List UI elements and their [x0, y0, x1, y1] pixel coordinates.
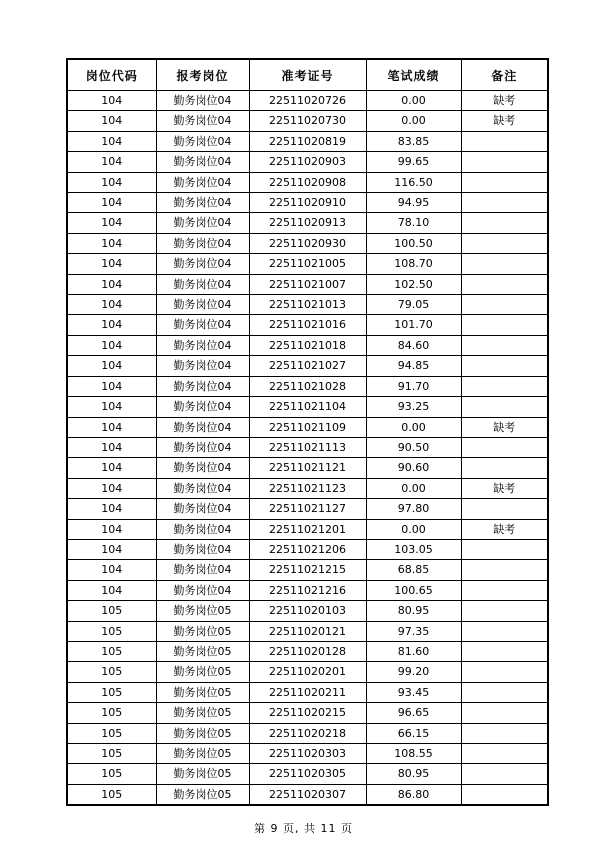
table-cell: 0.00	[366, 91, 461, 111]
table-cell: 22511021109	[249, 417, 366, 437]
table-cell: 104	[67, 417, 156, 437]
table-cell: 22511021201	[249, 519, 366, 539]
table-row	[67, 784, 548, 805]
table-row	[67, 172, 548, 192]
table-cell: 22511021016	[249, 315, 366, 335]
table-cell: 103.05	[366, 539, 461, 559]
table-cell: 勤务岗位04	[156, 233, 249, 253]
table-row	[67, 295, 548, 315]
table-cell: 22511020913	[249, 213, 366, 233]
table-cell: 22511020201	[249, 662, 366, 682]
score-table	[66, 58, 549, 806]
table-cell: 22511020103	[249, 601, 366, 621]
table-cell	[461, 213, 548, 233]
table-cell: 勤务岗位04	[156, 356, 249, 376]
table-cell: 68.85	[366, 560, 461, 580]
table-cell: 100.50	[366, 233, 461, 253]
table-cell: 缺考	[461, 111, 548, 131]
table-row	[67, 458, 548, 478]
table-cell: 22511020930	[249, 233, 366, 253]
header-row	[67, 59, 548, 91]
table-cell: 22511020903	[249, 152, 366, 172]
table-cell: 101.70	[366, 315, 461, 335]
table-cell: 97.35	[366, 621, 461, 641]
table-cell: 勤务岗位04	[156, 315, 249, 335]
table-cell: 勤务岗位04	[156, 417, 249, 437]
table-cell: 勤务岗位04	[156, 111, 249, 131]
table-cell: 22511021123	[249, 478, 366, 498]
table-cell: 22511020819	[249, 131, 366, 151]
table-cell: 94.85	[366, 356, 461, 376]
table-row	[67, 193, 548, 213]
table-cell: 104	[67, 274, 156, 294]
table-cell: 22511020215	[249, 703, 366, 723]
table-row	[67, 91, 548, 111]
table-cell: 勤务岗位05	[156, 723, 249, 743]
table-cell	[461, 641, 548, 661]
table-cell: 22511020303	[249, 744, 366, 764]
table-cell: 80.95	[366, 764, 461, 784]
table-cell: 91.70	[366, 376, 461, 396]
table-cell: 缺考	[461, 519, 548, 539]
table-row	[67, 499, 548, 519]
table-row	[67, 580, 548, 600]
table-cell	[461, 621, 548, 641]
table-cell: 93.25	[366, 397, 461, 417]
table-cell: 79.05	[366, 295, 461, 315]
table-cell	[461, 152, 548, 172]
table-cell	[461, 764, 548, 784]
table-cell: 104	[67, 131, 156, 151]
table-cell: 105	[67, 723, 156, 743]
table-cell: 勤务岗位05	[156, 641, 249, 661]
table-row	[67, 315, 548, 335]
table-cell: 104	[67, 254, 156, 274]
table-cell: 0.00	[366, 111, 461, 131]
table-cell: 116.50	[366, 172, 461, 192]
table-cell: 105	[67, 703, 156, 723]
table-cell: 勤务岗位05	[156, 784, 249, 805]
table-cell: 104	[67, 91, 156, 111]
table-row	[67, 152, 548, 172]
table-cell: 104	[67, 213, 156, 233]
table-cell: 22511021018	[249, 335, 366, 355]
table-cell: 100.65	[366, 580, 461, 600]
table-body	[67, 91, 548, 806]
table-cell: 勤务岗位04	[156, 397, 249, 417]
table-cell: 99.65	[366, 152, 461, 172]
table-cell: 104	[67, 111, 156, 131]
table-row	[67, 376, 548, 396]
table-cell: 22511021215	[249, 560, 366, 580]
table-cell: 104	[67, 233, 156, 253]
table-cell: 105	[67, 784, 156, 805]
table-cell: 105	[67, 601, 156, 621]
table-row	[67, 723, 548, 743]
table-cell: 104	[67, 335, 156, 355]
table-cell	[461, 682, 548, 702]
table-row	[67, 111, 548, 131]
table-cell: 105	[67, 662, 156, 682]
table-cell: 104	[67, 193, 156, 213]
table-cell: 86.80	[366, 784, 461, 805]
table-cell: 97.80	[366, 499, 461, 519]
table-cell	[461, 784, 548, 805]
table-row	[67, 356, 548, 376]
table-cell: 108.55	[366, 744, 461, 764]
table-cell: 105	[67, 641, 156, 661]
table-cell: 105	[67, 764, 156, 784]
table-cell	[461, 499, 548, 519]
table-cell: 104	[67, 458, 156, 478]
table-cell: 0.00	[366, 417, 461, 437]
column-header: 准考证号	[249, 59, 366, 91]
table-row	[67, 703, 548, 723]
table-cell: 勤务岗位04	[156, 539, 249, 559]
table-cell: 104	[67, 172, 156, 192]
table-cell: 22511020305	[249, 764, 366, 784]
table-cell: 勤务岗位05	[156, 682, 249, 702]
table-cell: 勤务岗位04	[156, 152, 249, 172]
table-cell: 94.95	[366, 193, 461, 213]
table-cell: 勤务岗位04	[156, 335, 249, 355]
table-cell: 22511020121	[249, 621, 366, 641]
table-cell: 22511021216	[249, 580, 366, 600]
table-row	[67, 213, 548, 233]
table-cell: 勤务岗位05	[156, 601, 249, 621]
table-cell	[461, 254, 548, 274]
table-cell: 96.65	[366, 703, 461, 723]
table-cell	[461, 356, 548, 376]
table-cell	[461, 172, 548, 192]
table-row	[67, 560, 548, 580]
table-cell: 勤务岗位05	[156, 662, 249, 682]
table-cell: 22511020218	[249, 723, 366, 743]
table-cell: 22511021005	[249, 254, 366, 274]
table-cell: 缺考	[461, 91, 548, 111]
table-row	[67, 621, 548, 641]
table-row	[67, 682, 548, 702]
column-header: 备注	[461, 59, 548, 91]
table-cell: 22511020128	[249, 641, 366, 661]
table-cell: 22511020910	[249, 193, 366, 213]
table-cell: 105	[67, 621, 156, 641]
table-cell	[461, 274, 548, 294]
table-cell	[461, 539, 548, 559]
table-cell: 104	[67, 397, 156, 417]
table-cell: 78.10	[366, 213, 461, 233]
table-cell	[461, 131, 548, 151]
table-cell: 勤务岗位04	[156, 131, 249, 151]
table-cell: 108.70	[366, 254, 461, 274]
table-cell: 104	[67, 539, 156, 559]
table-cell	[461, 376, 548, 396]
table-cell: 勤务岗位04	[156, 172, 249, 192]
table-cell: 22511021127	[249, 499, 366, 519]
table-cell: 22511020211	[249, 682, 366, 702]
table-cell	[461, 580, 548, 600]
table-cell	[461, 233, 548, 253]
table-cell	[461, 560, 548, 580]
table-cell: 80.95	[366, 601, 461, 621]
table-cell: 104	[67, 499, 156, 519]
table-cell: 99.20	[366, 662, 461, 682]
table-cell: 勤务岗位04	[156, 376, 249, 396]
table-cell: 勤务岗位04	[156, 213, 249, 233]
table-row	[67, 662, 548, 682]
table-row	[67, 478, 548, 498]
table-cell: 22511021121	[249, 458, 366, 478]
page-number-footer: 第 9 页, 共 11 页	[254, 822, 353, 835]
table-row	[67, 539, 548, 559]
table-cell: 勤务岗位04	[156, 295, 249, 315]
table-row	[67, 397, 548, 417]
table-cell: 22511021206	[249, 539, 366, 559]
table-cell: 105	[67, 744, 156, 764]
table-cell	[461, 601, 548, 621]
table-cell: 缺考	[461, 478, 548, 498]
table-cell: 勤务岗位04	[156, 274, 249, 294]
table-cell: 104	[67, 295, 156, 315]
table-header	[67, 59, 548, 91]
table-cell: 104	[67, 376, 156, 396]
table-cell: 104	[67, 437, 156, 457]
table-cell: 104	[67, 315, 156, 335]
table-cell: 104	[67, 152, 156, 172]
table-cell: 22511021113	[249, 437, 366, 457]
table-cell	[461, 315, 548, 335]
table-cell: 22511021027	[249, 356, 366, 376]
table-row	[67, 417, 548, 437]
table-cell	[461, 703, 548, 723]
table-cell: 22511020908	[249, 172, 366, 192]
table-cell: 勤务岗位04	[156, 458, 249, 478]
column-header: 岗位代码	[67, 59, 156, 91]
table-cell: 勤务岗位04	[156, 519, 249, 539]
table-cell: 104	[67, 519, 156, 539]
table-cell: 22511021013	[249, 295, 366, 315]
table-cell: 勤务岗位05	[156, 764, 249, 784]
table-row	[67, 335, 548, 355]
table-cell: 勤务岗位05	[156, 621, 249, 641]
table-cell: 缺考	[461, 417, 548, 437]
table-row	[67, 254, 548, 274]
table-cell: 22511021028	[249, 376, 366, 396]
column-header: 报考岗位	[156, 59, 249, 91]
table-cell	[461, 295, 548, 315]
table-cell: 104	[67, 560, 156, 580]
table-cell: 22511021104	[249, 397, 366, 417]
table-row	[67, 764, 548, 784]
column-header: 笔试成绩	[366, 59, 461, 91]
table-row	[67, 641, 548, 661]
table-row	[67, 274, 548, 294]
table-cell	[461, 458, 548, 478]
table-cell: 22511020307	[249, 784, 366, 805]
table-cell: 84.60	[366, 335, 461, 355]
table-cell	[461, 397, 548, 417]
table-cell: 104	[67, 478, 156, 498]
table-cell	[461, 744, 548, 764]
table-cell	[461, 193, 548, 213]
table-cell: 104	[67, 580, 156, 600]
table-row	[67, 744, 548, 764]
table-cell	[461, 335, 548, 355]
table-cell: 勤务岗位04	[156, 580, 249, 600]
table-cell: 0.00	[366, 478, 461, 498]
table-cell: 102.50	[366, 274, 461, 294]
table-cell: 勤务岗位05	[156, 703, 249, 723]
table-cell: 22511020730	[249, 111, 366, 131]
table-cell: 81.60	[366, 641, 461, 661]
table-row	[67, 437, 548, 457]
table-cell: 勤务岗位04	[156, 478, 249, 498]
table-cell: 22511020726	[249, 91, 366, 111]
table-cell: 93.45	[366, 682, 461, 702]
table-cell: 勤务岗位05	[156, 744, 249, 764]
table-cell: 90.60	[366, 458, 461, 478]
table-cell: 22511021007	[249, 274, 366, 294]
table-cell: 勤务岗位04	[156, 437, 249, 457]
table-row	[67, 519, 548, 539]
table-cell: 83.85	[366, 131, 461, 151]
table-cell: 勤务岗位04	[156, 560, 249, 580]
table-cell	[461, 723, 548, 743]
table-cell: 66.15	[366, 723, 461, 743]
table-cell	[461, 662, 548, 682]
table-cell: 104	[67, 356, 156, 376]
table-cell: 勤务岗位04	[156, 499, 249, 519]
table-cell: 0.00	[366, 519, 461, 539]
table-row	[67, 233, 548, 253]
table-cell: 勤务岗位04	[156, 91, 249, 111]
table-cell	[461, 437, 548, 457]
table-cell: 勤务岗位04	[156, 254, 249, 274]
table-cell: 勤务岗位04	[156, 193, 249, 213]
table-cell: 105	[67, 682, 156, 702]
table-row	[67, 131, 548, 151]
table-row	[67, 601, 548, 621]
table-cell: 90.50	[366, 437, 461, 457]
